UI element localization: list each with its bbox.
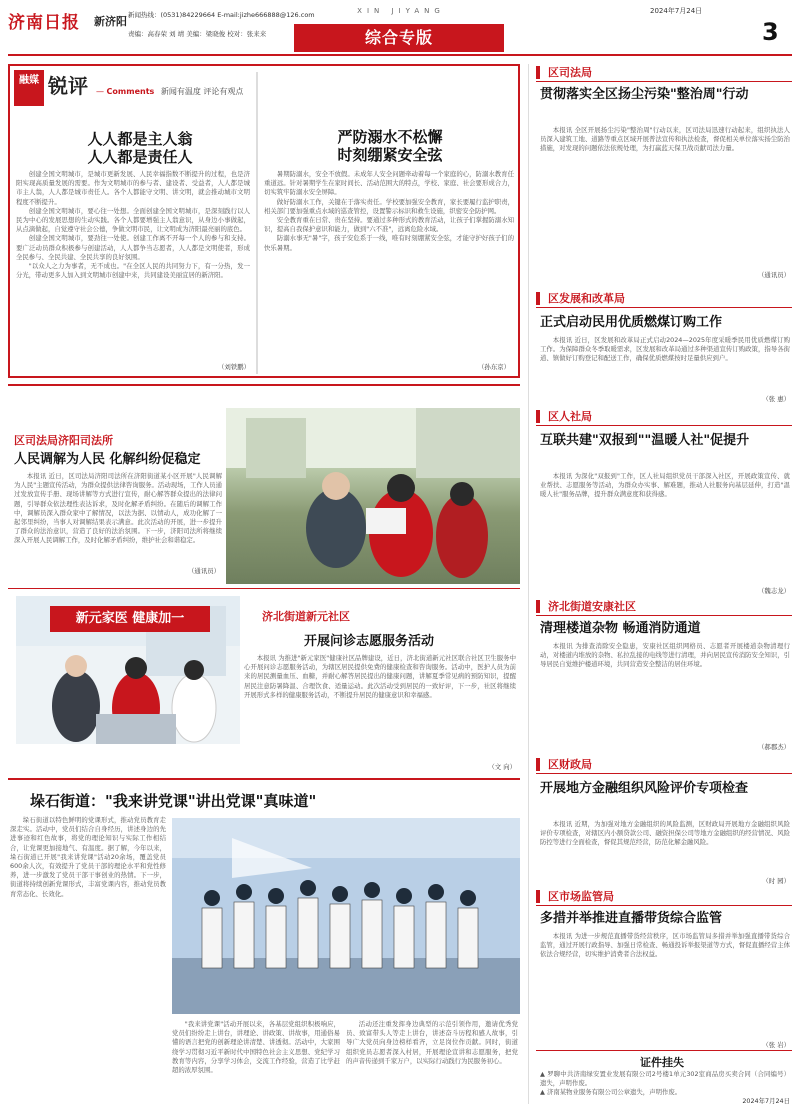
right-section-5: 区市场监管局 (536, 890, 614, 903)
news1-body: 本报讯 近日，区司法局济阳司法所在济阳街道某小区开展"人民调解为人民"主题宣传活动，为群众提供法律咨询服务。活动现场，工作人员通过发放宣传手册、现场讲解等方式进行宣传，耐心解答群众提出的法律问题，引导群众依法理性表达诉求，及时化解矛盾纠纷。在随后的调解工作中，调解员深入群众家中了解情况，以法为据、以情动人，成功化解了一起邻里纠纷，当事人对调解结果表示满意。此次活动的开展，进一步提升了群众的法治意识，营造了良好的法治氛围。下一步，济阳司法所将继续深入开展人民调解工作，及时化解矛盾纠纷，维护社会和谐稳定。 (14, 472, 222, 545)
page-number: 3 (762, 18, 779, 46)
right-body-1: 本报讯 近日，区发展和改革局正式启动2024—2025年度采暖季民用优质燃煤订购工作。为保障群众冬季取暖需求，区发展和改革局通过多种渠道宣传订购政策，指导各街道、镇做好订购登记和配送工作，确保优质燃煤按时足量供应到户。 (540, 336, 790, 363)
right-sign-1: （张 惠） (762, 395, 790, 403)
right-section-2: 区人社局 (536, 410, 592, 423)
masthead-rule (8, 54, 792, 56)
right-body-0: 本报讯 全区开展扬尘污染"整治周"行动以来，区司法局迅速行动起来，组织执法人员深入建筑工地、道路等重点区域开展普法宣传和执法检查，督促相关单位落实扬尘防治措施，对发现的问题依法依规处理，为打赢蓝天保卫战贡献司法力量。 (540, 126, 790, 153)
right-headline-2: 互联共建"双报到""温暖人社"促提升 (540, 433, 750, 448)
editors-line: 责编：高春荣 刘 靖 美编：梁晓俊 校对：张来来 (128, 30, 267, 38)
right-sign-2: （魏志龙） (758, 587, 790, 595)
right-section-4: 区财政局 (536, 758, 592, 771)
masthead-pinyin: XIN JIYANG (357, 7, 445, 15)
news1-kicker: 区司法局济阳司法所 (14, 434, 113, 447)
commentary-dash: — (96, 87, 104, 96)
notice-body: ▲ 罗聊中共济南绿安置业发展有限公司2号楼1单元302室商品房买卖合同（合同编号）遗失，声明作废。 ▲ 济南某物业服务有限公司公章遗失，声明作废。 (540, 1070, 790, 1097)
right-headline-4: 开展地方金融组织风险评价专项检查 (540, 781, 749, 796)
right-headline-1: 正式启动民用优质燃煤订购工作 (540, 315, 723, 330)
right-body-2: 本报讯 为深化"双报到"工作，区人社局组织党员干部深入社区，开展政策宣传、就业帮扶、志愿服务等活动，为群众办实事、解难题，推动人社服务向基层延伸，打造"温暖人社"服务品牌，提升群众满意度和获得感。 (540, 472, 790, 499)
right-sign-4: （时 园） (762, 877, 790, 885)
feature-body-left: 垛石街道以特色鲜明的党课形式，推动党员教育走深走实。活动中，党员们结合自身经历，讲述身边的先进事迹和红色故事，将党的理论知识与实际工作相结合，让党课更加接地气、有温度。据了解，今年以来，垛石街道已开展"我来讲党课"活动20余场，覆盖党员600余人次，有效提升了党员干部的理论水平和党性修养，进一步激发了党员干部干事创业的热情。下一步，街道将持续创新党课形式，丰富党课内容，推动党员教育常态化、长效化。 (10, 816, 166, 898)
right-sign-3: （郝郡杰） (758, 743, 790, 751)
right-section-3: 济北街道安康社区 (536, 600, 636, 613)
section-band: 综合专版 (294, 24, 504, 52)
feature-headline: 垛石街道："我来讲党课"讲出党课"真味道" (30, 792, 317, 810)
commentary-left-sign: （刘铁鹏） (218, 363, 250, 371)
right-section-1: 区发展和改革局 (536, 292, 625, 305)
commentary-title: 锐评 (48, 74, 88, 98)
right-headline-5: 多措并举推进直播带货综合监管 (540, 911, 723, 926)
feature-body-right: 活动还注重发挥身边典型的示范引领作用，邀请优秀党员、致富带头人等走上讲台，讲述奋斗历程和感人故事，引导广大党员向身边榜样看齐，立足岗位作贡献。同时，街道组织党员志愿者深入村居，开展理论宣讲和志愿服务，把党的声音传递到千家万户，以实际行动践行为民服务初心。 (346, 1020, 518, 1065)
masthead (0, 0, 800, 60)
news2-headline: 开展问诊志愿服务活动 (304, 634, 435, 649)
commentary-right-sign: （孙东京） (478, 363, 510, 371)
masthead-title: 济南日报 (8, 13, 80, 33)
news1-photo (226, 408, 520, 584)
masthead-sub: 新济阳 (94, 15, 127, 28)
right-headline-3: 清理楼道杂物 畅通消防通道 (540, 621, 701, 636)
right-sign-5: （张 岩） (762, 1041, 790, 1049)
right-headline-0: 贯彻落实全区扬尘污染"整治周"行动 (540, 87, 749, 102)
right-body-5: 本报讯 为进一步规范直播带货经营秩序，区市场监管局多措并举加强直播带货综合监管，通过开展行政指导、加强日常检查、畅通投诉举报渠道等方式，督促直播经营主体依法合规经营，切实维护消费者合法权益。 (540, 932, 790, 959)
notice-date: 2024年7月24日 (742, 1097, 790, 1105)
news2-kicker: 济北街道新元社区 (262, 610, 350, 623)
feature-body-mid: "我来讲党课"活动开展以来，各基层党组织积极响应，党员们纷纷走上讲台，讲理论、讲政策、讲故事，用通俗易懂的语言把党的创新理论讲清楚、讲透彻。活动中，大家围绕学习贯彻习近平新时代中国特色社会主义思想、党纪学习教育等内容，分享学习体会，交流工作经验，营造了比学赶超的浓厚氛围。 (172, 1020, 340, 1075)
commentary-right-headline-2: 时刻绷紧安全弦 (337, 146, 443, 164)
news2-body: 本报讯 为推进"新元家医"健康社区品牌建设，近日，济北街道新元社区联合社区卫生服务中心开展问诊志愿服务活动，为辖区居民提供免费的健康检查和咨询服务。活动中，医护人员为前来的居民测量血压、血糖，并耐心解答居民提出的健康问题，讲解夏季常见病的预防知识，提醒居民注意防暑降温、合理饮食、适量运动。此次活动受到居民的一致好评，下一步，社区将继续开展形式多样的健康服务活动，不断提升居民的健康意识和幸福感。 (244, 654, 516, 699)
feature-photo (172, 818, 520, 1014)
commentary-left-headline-2: 人人都是责任人 (87, 148, 193, 166)
commentary-right-body: 暑期防溺水，安全不放假。未成年人安全问题牵动着每一个家庭的心，防溺水教育任重道远。针对暑期学生在家时间长、活动范围大的特点，学校、家庭、社会要形成合力，切实筑牢防溺水安全屏障。 做好防溺水工作，关键在于落实责任。学校要加强安全教育，家长要履行监护职责，相关部门要加强重点水域的巡查管控，设置警示标识和救生设施，织密安全防护网。 安全教育重在日常、贵在坚持。要通过多种形式的教育活动，让孩子们掌握防溺水知识，提高自我保护意识和能力，做到"六不准"，远离危险水域。 防溺水事无"暑"字，孩子安危系于一线，唯有时刻绷紧安全弦，才能守护好孩子们的快乐暑期。 (264, 170, 514, 252)
masthead-date: 2024年7月24日 (650, 7, 703, 15)
commentary-left-headline-1: 人人都是主人翁 (87, 130, 193, 148)
news1-headline: 人民调解为人民 化解纠纷促稳定 (14, 452, 201, 467)
news1-sign: （通讯员） (188, 567, 220, 575)
hotline-line: 新闻热线：(0531)84229664 E-mail:jizhe666888@126.com (128, 11, 315, 19)
right-sign-0: （通讯员） (758, 271, 790, 279)
commentary-left-body: 创建全国文明城市，是城市更新发展、人民幸福指数不断提升的过程，也是济阳实现高质量发展的需要。作为文明城市的参与者、建设者、受益者，人人都是城市主人翁，人人都是城市责任人。各个人都能守文明、讲文明，就会推动城市文明程度不断提升。 创建全国文明城市，要心往一处想。全面创建全国文明城市，是深刻践行以人民为中心的发展思想的生动实践。各个人都要增强主人翁意识，从身边小事做起，从点滴做起，自觉遵守社会公德，争做文明市民，让文明成为济阳最亮丽的底色。 创建全国文明城市，要劲往一处使。创建工作离不开每一个人的参与和支持。要广泛动员群众积极参与创建活动，人人都争当志愿者，人人都是文明使者，形成全民参与、全民共建、全民共享的良好氛围。 "以众人之力为事者，无不成也。"在全区人民的共同努力下，有一分热，发一分光，带动更多人加入到文明城市创建中来，共同建设美丽宜居的新济阳。 (16, 170, 250, 280)
news2-sign: （文 向） (488, 763, 516, 771)
commentary-right-headline-1: 严防溺水不松懈 (337, 128, 443, 146)
right-body-4: 本报讯 近期，为加强对地方金融组织的风险监测，区财政局开展地方金融组织风险评价专项检查，对辖区内小额贷款公司、融资担保公司等地方金融组织的经营情况、风险防控等进行全面检查，督促其规范经营，防范化解金融风险。 (540, 820, 790, 847)
rongmei-badge: 融媒 (14, 70, 44, 106)
commentary-slogan: 新闻有温度 评论有观点 (160, 87, 244, 96)
commentary-en: Comments (106, 87, 155, 96)
right-body-3: 本报讯 为排查消除安全隐患，安康社区组织网格员、志愿者开展楼道杂物清理行动，对楼道内堆放的杂物、私拉乱接的电线等进行清理，并向居民宣传消防安全知识，引导居民自觉维护楼道环境，共同营造安全整洁的居住环境。 (540, 642, 790, 669)
news2-banner: 新元家医 健康加一 (50, 606, 210, 632)
notice-title: 证件挂失 (640, 1056, 684, 1069)
right-section-0: 区司法局 (536, 66, 592, 79)
news2-photo (16, 596, 240, 744)
commentary-box (8, 64, 520, 378)
